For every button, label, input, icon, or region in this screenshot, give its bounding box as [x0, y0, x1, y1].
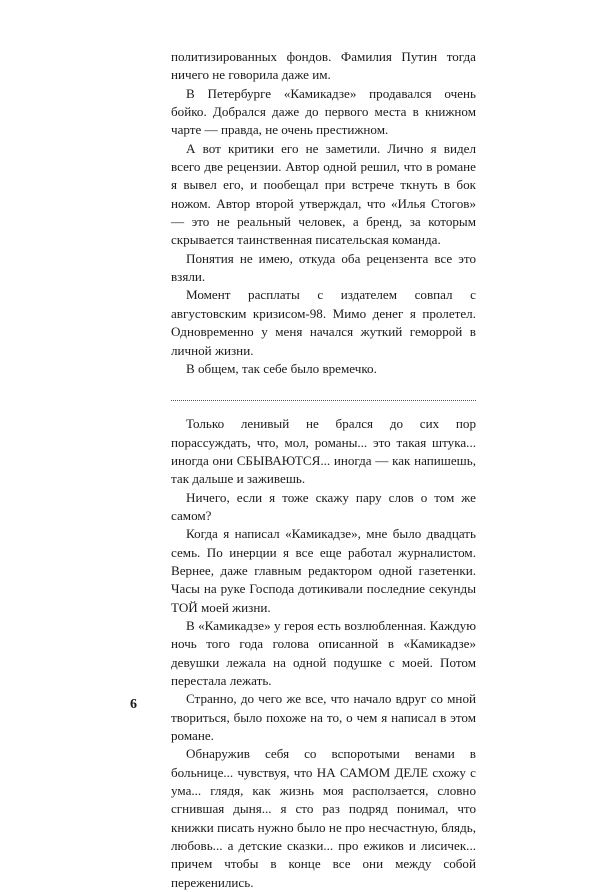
- paragraph: Обнаружив себя со вспоротыми венами в больнице... чувствуя, что НА САМОМ ДЕЛЕ схожу с ума... глядя, как жизнь моя расползается, словно сгнившая дыня... я сто раз подряд понимал, что книжки писать нужно было не про несчастную, блядь, любовь... а детские сказки... про ежиков и лисичек... причем чтобы в конце все они между собой переженились.: [171, 746, 476, 890]
- paragraph: Странно, до чего же все, что начало вдруг со мной твориться, было похоже на то, о чем я написал в этом романе.: [171, 691, 476, 744]
- paragraph: В Петербурге «Камикадзе» продавался очень бойко. Добрался даже до первого места в книжном чарте — правда, не очень престижном.: [171, 85, 476, 138]
- paragraph: политизированных фондов. Фамилия Путин тогда ничего не говорила даже им.: [171, 49, 476, 83]
- paragraph: Ничего, если я тоже скажу пару слов о том же самом?: [171, 489, 476, 523]
- paragraph: В общем, так себе было времечко.: [186, 360, 377, 376]
- page-number: 6: [130, 697, 137, 712]
- section-two: [171, 415, 476, 892]
- page-body: [171, 48, 476, 892]
- paragraph: Понятия не имею, откуда оба рецензента все это взяли.: [171, 250, 476, 285]
- paragraph: Момент расплаты с издателем совпал с августовским кризисом-98. Мимо денег я пролетел. Одновременно у меня начался жуткий геморрой в личной жизни.: [171, 287, 476, 358]
- section-one: [171, 48, 476, 378]
- section-divider: [171, 400, 476, 401]
- paragraph: Когда я написал «Камикадзе», мне было двадцать семь. По инерции я все еще работал журналистом. Вернее, даже главным редактором одной газетенки. Часы на руке Господа дотикивали последние секунды ТОЙ моей жизни.: [171, 526, 476, 615]
- paragraph: В «Камикадзе» у героя есть возлюбленная. Каждую ночь того года голова описанной в «Камикадзе» девушки лежала на одной подушке с моей. Потом перестала лежать.: [171, 617, 476, 688]
- paragraph: А вот критики его не заметили. Лично я видел всего две рецензии. Автор одной решил, что в романе я вывел его, и пообещал при встрече ткнуть в бок ножом. Автор второй утверждал, что «Илья Стогов» — это не реальный человек, а бренд, за которым скрывается таинственная писательская команда.: [171, 140, 476, 248]
- paragraph: Только ленивый не брался до сих пор порассуждать, что, мол, романы... это такая штука... иногда они СБЫВАЮТСЯ... иногда — как напишешь, так дальше и заживешь.: [171, 416, 476, 487]
